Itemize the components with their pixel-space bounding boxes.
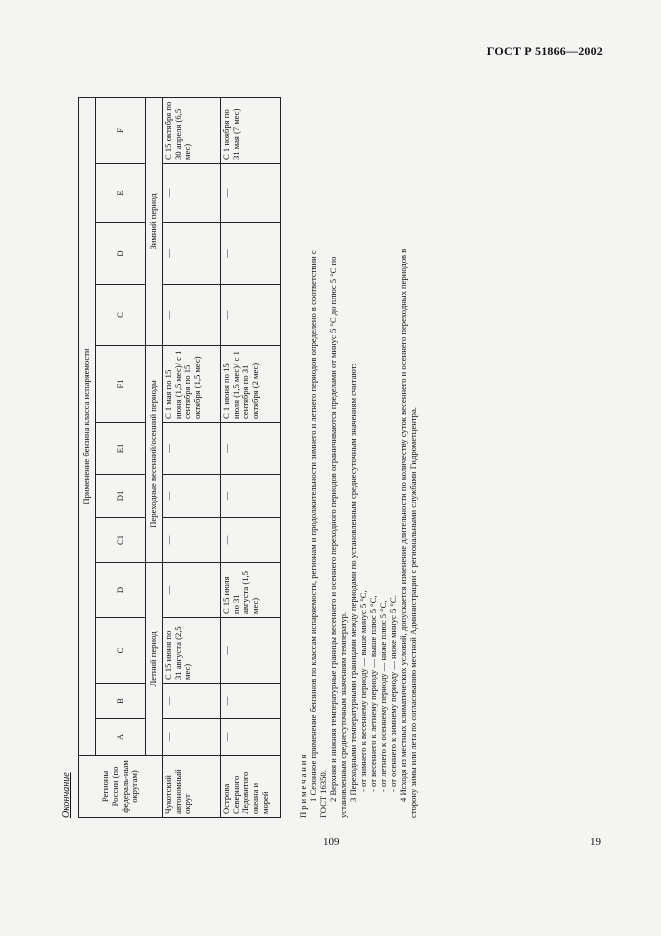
- region-cell: Острова Северного Ледовитого океана и морей: [221, 756, 281, 818]
- table-cell: —: [163, 223, 221, 285]
- note-1: 1 Сезонное применение бензинов по классам испаряемости, регионам и продолжительности зимнего и летнего периодов определено в соответствии с: [307, 250, 318, 802]
- period-winter: Зимний период: [146, 97, 163, 345]
- table-cell: С 15 июля по 31 августа (1,5 мес): [221, 563, 281, 618]
- class-header: D: [96, 563, 146, 618]
- table-cell: —: [221, 475, 281, 518]
- period-transition: Переходные весенний/осенний периоды: [146, 346, 163, 563]
- page-number: 19: [590, 836, 601, 848]
- note-3-item: - от весеннего к летнему периоду — выше плюс 5 °С,: [367, 595, 378, 792]
- note-2-continued: установленным среднесуточным значениям температур.: [337, 611, 348, 818]
- table-cell: —: [221, 719, 281, 756]
- region-cell: Чукотский автономный округ: [163, 756, 221, 818]
- table-cell: —: [163, 423, 221, 475]
- note-2: 2 Верхняя и нижняя температурные границы весеннего и осеннего переходного периодов ограничиваются пределами от минус 5 °С до плюс 5 °С по: [327, 256, 338, 802]
- class-header: E: [96, 164, 146, 223]
- table-cell: —: [163, 475, 221, 518]
- period-summer: Летний период: [146, 563, 163, 756]
- table-cell: —: [163, 164, 221, 223]
- region-header: Регионы России (по федераль-ным округам): [79, 756, 163, 818]
- gasoline-class-table: [78, 97, 281, 818]
- table-cell: —: [221, 684, 281, 719]
- note-3-item: - от летнего к осеннему периоду — ниже плюс 5 °С,: [377, 600, 388, 792]
- note-4-continued: сторону зимы или лета по согласованию местной Администрации с региональными службами Гидрометцентра.: [407, 407, 418, 818]
- class-header: E1: [96, 423, 146, 475]
- table-cell: —: [163, 518, 221, 563]
- table-cell: —: [221, 618, 281, 684]
- class-header: C: [96, 285, 146, 346]
- table-cell: С 1 ноября по 31 мая (7 мес): [221, 97, 281, 163]
- table-cell: —: [221, 518, 281, 563]
- note-1-continued: ГОСТ 16350.: [317, 770, 328, 818]
- table-cell: —: [163, 684, 221, 719]
- class-header: C: [96, 618, 146, 684]
- table-cell: —: [221, 164, 281, 223]
- table-cell: —: [163, 285, 221, 346]
- notes-block: [299, 98, 419, 818]
- inner-page-number: 109: [323, 836, 340, 848]
- table-cell: —: [163, 719, 221, 756]
- class-header: D: [96, 223, 146, 285]
- table-cell: —: [163, 563, 221, 618]
- continuation-label: Окончание: [61, 772, 72, 818]
- rotated-content: [61, 98, 439, 818]
- table-cell: С 15 июня по 31 августа (2,5 мес): [163, 618, 221, 684]
- table-cell: —: [221, 223, 281, 285]
- notes-title: Примечания: [298, 752, 308, 818]
- note-3-item: - от зимнего к весеннему периоду — выше минус 5 °С,: [357, 590, 368, 792]
- class-header: C1: [96, 518, 146, 563]
- group-header: Применение бензина класса испаряемости: [79, 97, 96, 755]
- class-header: B: [96, 684, 146, 719]
- standard-number: ГОСТ Р 51866—2002: [486, 44, 603, 58]
- table-cell: —: [221, 285, 281, 346]
- note-3-item: - от осеннего к зимнему периоду — ниже минус 5 °С.: [387, 595, 398, 792]
- table-cell: С 1 мая по 15 июня (1,5 мес)/ с 1 сентября по 15 октября (1,5 мес): [163, 346, 221, 423]
- class-header: F: [96, 97, 146, 163]
- table-cell: С 1 июня по 15 июля (1,5 мес)/ с 1 сентября по 31 октября (2 мес): [221, 346, 281, 423]
- class-header: A: [96, 719, 146, 756]
- note-4: 4 Исходя из местных климатических условий, допускается изменение длительности по количеству суток весеннего и осеннего переходных периодов в: [397, 248, 408, 802]
- table-cell: С 15 октября по 30 апреля (6,5 мес): [163, 97, 221, 163]
- class-header: F1: [96, 346, 146, 423]
- table-cell: —: [221, 423, 281, 475]
- note-3: 3 Переходными температурными границами между периодами по установленным среднесуточным значениям считают:: [347, 363, 358, 802]
- class-header: D1: [96, 475, 146, 518]
